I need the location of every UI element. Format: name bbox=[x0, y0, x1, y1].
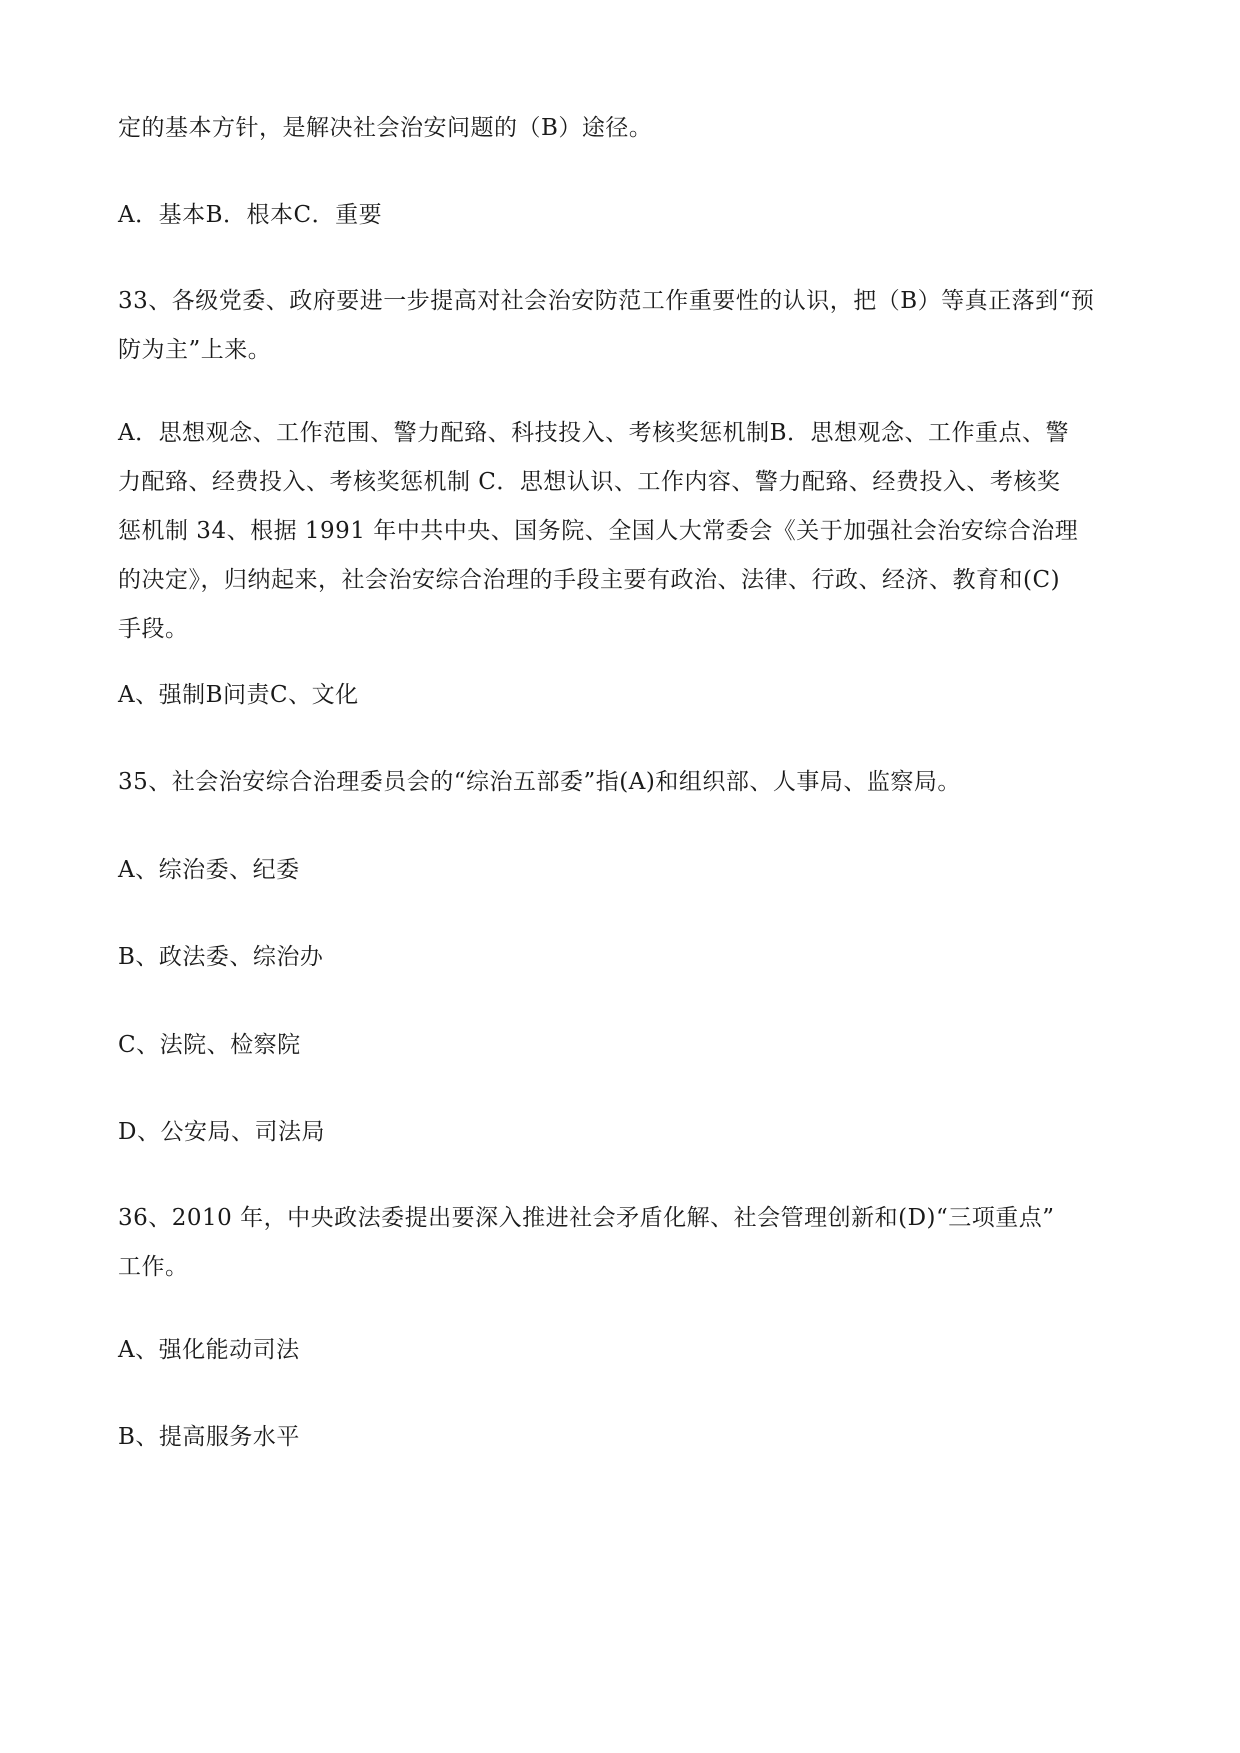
paragraph-line: A．思想观念、工作范围、警力配臵、科技投入、考核奖惩机制B．思想观念、工作重点、警 bbox=[118, 420, 1070, 446]
question-35-option-a: A、综治委、纪委 bbox=[118, 857, 300, 883]
question-35-option-b: B、政法委、综治办 bbox=[118, 944, 324, 970]
question-33-line-2: 防为主”上来。 bbox=[118, 337, 272, 363]
paragraph-line: 力配臵、经费投入、考核奖惩机制 C．思想认识、工作内容、警力配臵、经费投入、考核奖 bbox=[118, 469, 1061, 495]
answer-options: A．基本B．根本C．重要 bbox=[118, 202, 383, 228]
question-35-option-d: D、公安局、司法局 bbox=[118, 1119, 325, 1145]
question-36-option-a: A、强化能动司法 bbox=[118, 1337, 300, 1363]
question-35-option-c: C、法院、检察院 bbox=[118, 1032, 301, 1058]
question-33-options-and-question-34 bbox=[118, 418, 1128, 663]
question-33-line-1: 33、各级党委、政府要进一步提高对社会治安防范工作重要性的认识，把（B）等真正落到“预 bbox=[118, 288, 1095, 314]
question-36-line-2: 工作。 bbox=[118, 1254, 189, 1280]
question-36-option-b: B、提高服务水平 bbox=[118, 1424, 300, 1450]
question-35: 35、社会治安综合治理委员会的“综治五部委”指(A)和组织部、人事局、监察局。 bbox=[118, 769, 961, 795]
question-33 bbox=[118, 286, 1128, 384]
paragraph-line: 手段。 bbox=[118, 616, 189, 642]
question-36 bbox=[118, 1203, 1128, 1301]
question-34-options: A、强制B问责C、文化 bbox=[118, 682, 359, 708]
paragraph-line: 定的基本方针，是解决社会治安问题的（B）途径。 bbox=[118, 115, 653, 141]
paragraph-line: 的决定》，归纳起来，社会治安综合治理的手段主要有政治、法律、行政、经济、教育和(C) bbox=[118, 567, 1061, 593]
paragraph-line: 惩机制 34、根据 1991 年中共中央、国务院、全国人大常委会《关于加强社会治安综合治理 bbox=[118, 518, 1079, 544]
question-36-line-1: 36、2010 年，中央政法委提出要深入推进社会矛盾化解、社会管理创新和(D)“三项重点” bbox=[118, 1205, 1055, 1231]
